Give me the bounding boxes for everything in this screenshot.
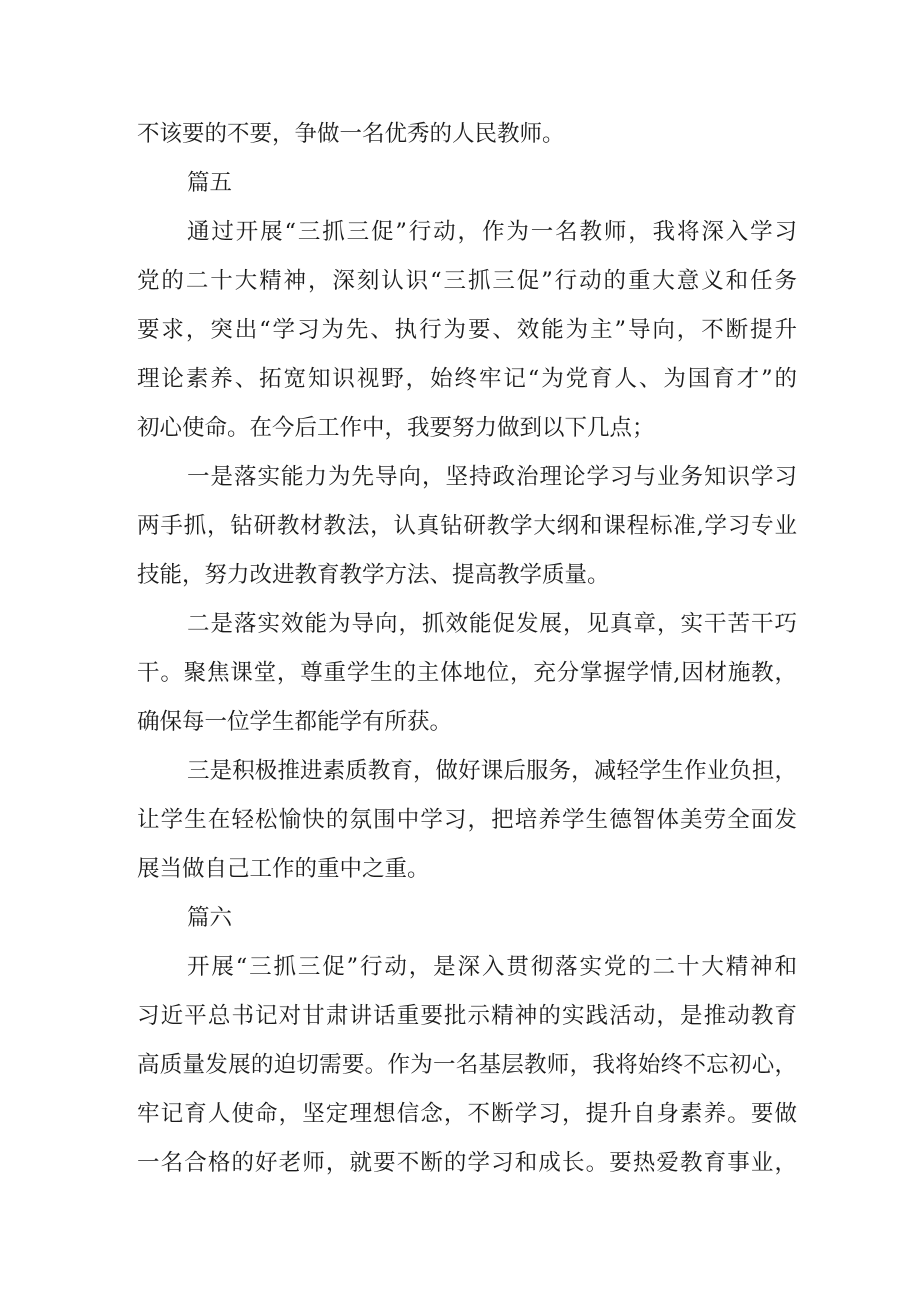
paragraph-line: 展当做自己工作的重中之重。 xyxy=(137,856,430,882)
section-heading-6: 篇六 xyxy=(187,905,233,931)
paragraph-line: 初心使命。在今后工作中，我要努力做到以下几点； xyxy=(137,415,655,441)
paragraph-line: 干。聚焦课堂，尊重学生的主体地位，充分掌握学情,因材施教， xyxy=(137,660,797,686)
paragraph-line: 两手抓，钻研教材教法，认真钻研教学大纲和课程标准,学习专业 xyxy=(137,513,797,539)
paragraph-line: 一名合格的好老师，就要不断的学习和成长。要热爱教育事业， xyxy=(137,1150,797,1176)
paragraph-line: 通过开展“三抓三促”行动，作为一名教师，我将深入学习 xyxy=(187,219,797,245)
paragraph-line: 让学生在轻松愉快的氛围中学习，把培养学生德智体美劳全面发 xyxy=(137,807,797,833)
paragraph-line: 二是落实效能为导向，抓效能促发展，见真章，实干苦干巧 xyxy=(187,611,797,637)
paragraph-line: 技能，努力改进教育教学方法、提高教学质量。 xyxy=(137,562,610,588)
paragraph-line: 开展“三抓三促”行动，是深入贯彻落实党的二十大精神和 xyxy=(187,954,797,980)
paragraph-line: 党的二十大精神，深刻认识“三抓三促”行动的重大意义和任务 xyxy=(137,268,797,294)
paragraph-line: 确保每一位学生都能学有所获。 xyxy=(137,709,453,735)
paragraph-line: 高质量发展的迫切需要。作为一名基层教师，我将始终不忘初心， xyxy=(137,1052,797,1078)
section-heading-5: 篇五 xyxy=(187,170,233,196)
paragraph-line: 要求，突出“学习为先、执行为要、效能为主”导向，不断提升 xyxy=(137,317,797,343)
text-line: 不该要的不要，争做一名优秀的人民教师。 xyxy=(137,121,565,147)
paragraph-line: 三是积极推进素质教育，做好课后服务，减轻学生作业负担， xyxy=(187,758,797,784)
paragraph-line: 一是落实能力为先导向，坚持政治理论学习与业务知识学习 xyxy=(187,464,797,490)
paragraph-line: 理论素养、拓宽知识视野，始终牢记“为党育人、为国育才”的 xyxy=(137,366,797,392)
paragraph-line: 习近平总书记对甘肃讲话重要批示精神的实践活动，是推动教育 xyxy=(137,1003,797,1029)
paragraph-line: 牢记育人使命，坚定理想信念，不断学习，提升自身素养。要做 xyxy=(137,1101,797,1127)
